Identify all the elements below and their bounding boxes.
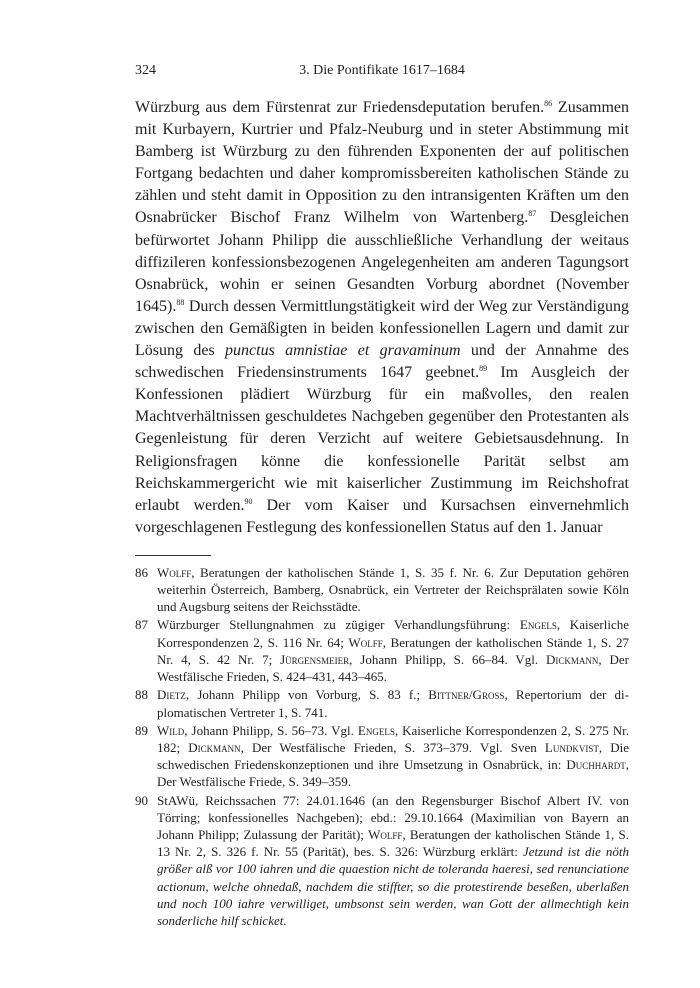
- author-name: Bittner/Gross: [428, 687, 505, 703]
- text-run: , Der Westfälische Frieden, S. 373–379. Vgl. Sven: [240, 739, 545, 755]
- text-run: Würzburger Stellungnahmen zu zügiger Verhandlungsführung:: [157, 617, 520, 633]
- text-run: , Kaiserliche Korrespondenzen 2, S. 116 Nr. 64;: [157, 617, 629, 650]
- footnote-number: 86: [135, 564, 148, 580]
- footnote: [135, 616, 629, 685]
- text-run: Im Ausgleich der Konfessionen plädiert Würzburg für ein maßvolles, den realen Machtverhältnissen geschuldetes Nachgeben gegenüber den Protestanten als Gegenleistung für deren Verzicht auf weitere Gebietsausdehnung. In Religionsfragen könne die konfessionelle Parität selbst am Reichskammergericht wie mit kaiserlicher Zustimmung im Reichshofrat erlaubt werden.: [135, 364, 630, 514]
- footnote: [135, 564, 629, 616]
- author-name: Engels: [357, 722, 395, 738]
- text-run: , Repertorium der diplomatischen Vertreter 1, S. 741.: [157, 687, 630, 720]
- text-run: , Beratungen der katholischen Stände 1, S. 13 Nr. 2, S. 326 f. Nr. 55 (Parität), bes. S. 326: Würzburg erklärt:: [157, 826, 629, 860]
- author-name: Engels: [519, 617, 557, 633]
- footnote-ref: 89: [479, 364, 488, 374]
- footnote-ref: 90: [244, 496, 253, 506]
- text-run: und der Annahme des schwedischen Friedensinstruments 1647 geebnet.: [135, 342, 630, 382]
- footnote-number: 90: [135, 792, 148, 808]
- running-header: [135, 62, 629, 84]
- author-name: Wolff: [157, 564, 192, 580]
- text-run: , Der Westfälische Frieden, S. 424–431, 443–465.: [157, 651, 630, 685]
- footnote-separator: [135, 555, 211, 556]
- footnote-number: 87: [135, 617, 148, 633]
- page-number: 324: [135, 63, 156, 78]
- italic-text: punctus amnistiae et gravaminum: [225, 342, 461, 360]
- author-name: Dickmann: [546, 651, 599, 667]
- text-run: Würzburg aus dem Fürstenrat zur Friedensdeputation berufen.: [135, 99, 545, 116]
- author-name: Lundkvist: [544, 739, 599, 755]
- text-run: , Beratungen der katholischen Stände 1, S. 35 f. Nr. 6. Zur Deputation gehören weiterhin Österreich, Bamberg, Osnabrück, ein Vertreter der Reichsprälaten sowie Köln und Augsburg seitens der Reichsstädte.: [157, 564, 629, 615]
- page: [135, 62, 629, 930]
- text-run: Der vom Kaiser und Kursachsen einvernehmlich vorgeschlagenen Festlegung des konfessionellen Status auf den 1. Januar: [135, 496, 629, 536]
- body-paragraph: [135, 97, 629, 539]
- footnote-number: 89: [135, 722, 148, 738]
- author-name: Wolff: [348, 634, 383, 650]
- footnote-number: 88: [135, 687, 148, 703]
- footnotes: [135, 564, 629, 929]
- text-run: , Johann Philipp von Vorburg, S. 83 f.;: [185, 687, 429, 703]
- text-run: , Der Westfälische Friede, S. 349–359.: [157, 757, 629, 790]
- footnote: [135, 792, 629, 930]
- footnote: [135, 686, 629, 720]
- text-run: , Kaiserliche Korrespondenzen 2, S. 275 Nr. 182;: [157, 722, 629, 755]
- author-name: Dickmann: [188, 739, 241, 755]
- text-run: , Die schwedischen Friedenskonzeptionen und ihre Umsetzung in Osnabrück, in:: [157, 739, 629, 773]
- italic-text: Jetzund ist die nöth größer alß vor 100 iahren und die quaestion nicht de toleranda haeresi, sed renunciatione actionum, welche ohnedaß, nachdem die stiffter, so die protestirende beseßen, uberlaßen und noch 100 iahre verwilliget, umbsonst sein werden, wan Gott der allmechtigh kein sonderliche hilf schicket.: [157, 844, 629, 928]
- author-name: Wild: [157, 722, 185, 738]
- footnote: [135, 722, 629, 791]
- footnote-ref: 88: [176, 297, 185, 307]
- text-run: , Johann Philipp, S. 56–73. Vgl.: [184, 722, 358, 738]
- author-name: Wolff: [368, 826, 403, 842]
- main-text: [135, 97, 629, 539]
- text-run: StAWü, Reichssachen 77: 24.01.1646 (an den Regensburger Bischof Albert IV. von Törring; konfessionelles Nachgeben); ebd.: 29.10.1664 (Maximilian von Bayern an Johann Philipp; Zulassung der Parität);: [157, 792, 629, 842]
- text-run: , Beratungen der katholischen Stände 1, S. 27 Nr. 4, S. 42 Nr. 7;: [157, 634, 630, 667]
- author-name: Dietz: [157, 687, 186, 703]
- text-run: Durch dessen Vermittlungstätigkeit wird der Weg zur Verständigung zwischen den Gemäßigten in beiden konfessionellen Lagern und damit zur Lösung des: [135, 297, 629, 360]
- author-name: Jürgensmeier: [280, 651, 350, 667]
- footnote-ref: 87: [528, 209, 537, 219]
- text-run: Desgleichen befürwortet Johann Philipp die ausschließliche Verhandlung der weitaus diffizileren konfessionsbezogenen Angelegenheiten am anderen Tagungsort Osnabrück, wohin er seinen Gesandten Vorburg abordnet (November 1645).: [135, 209, 629, 315]
- running-title: 3. Die Pontifikate 1617–1684: [299, 63, 465, 78]
- text-run: , Johann Philipp, S. 66–84. Vgl.: [349, 651, 547, 667]
- text-run: Zusammen mit Kurbayern, Kurtrier und Pfalz-Neuburg und in steter Abstimmung mit Bamberg ist Würzburg zu den führenden Exponenten der auf politischen Fortgang bedachten und daher kompromissbereiten katholischen Stände zu zählen und steht damit in Opposition zu den intransigenten Kräften um den Osnabrücker Bischof Franz Wilhelm von Wartenberg.: [135, 99, 630, 227]
- author-name: Duchhardt: [566, 757, 626, 773]
- footnote-ref: 86: [544, 99, 553, 108]
